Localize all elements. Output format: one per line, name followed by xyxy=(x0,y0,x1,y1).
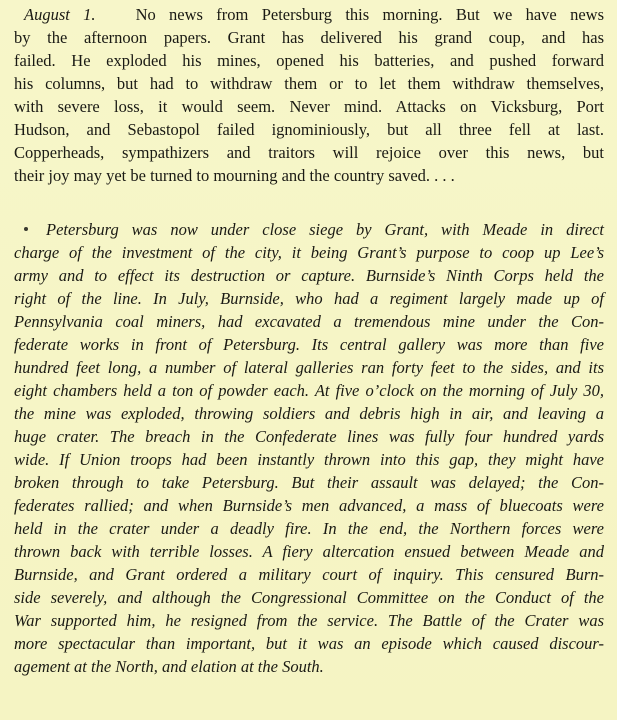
commentary-line: wide. If Union troops had been instantly thrown into this gap, they might have xyxy=(14,450,604,469)
entry-line: his columns, but had to withdraw them or to let them withdraw themselves, xyxy=(14,74,604,93)
commentary-line: broken through to take Petersburg. But their assault was delayed; the Con- xyxy=(14,473,604,492)
commentary-line: more spectacular than important, but it was an episode which caused discour- xyxy=(14,634,604,653)
commentary-line: thrown back with terrible losses. A fiery altercation ensued between Meade and xyxy=(14,542,604,561)
commentary-line: right of the line. In July, Burnside, who had a regiment largely made up of xyxy=(14,289,604,308)
entry-line-1-text: No news from Petersburg this morning. But we have news xyxy=(135,5,605,24)
entry-line: with severe loss, it would seem. Never mind. Attacks on Vicksburg, Port xyxy=(14,97,604,116)
commentary-line: held in the crater under a deadly fire. In the end, the Northern forces were xyxy=(14,519,604,538)
commentary-line: Pennsylvania coal miners, had excavated a tremendous mine under the Con- xyxy=(14,312,604,331)
commentary-line: federate works in front of Petersburg. Its central gallery was more than five xyxy=(14,335,604,354)
commentary-line: hundred feet long, a number of lateral galleries ran forty feet to the sides, and its xyxy=(14,358,604,377)
commentary-line: the mine was exploded, throwing soldiers and debris high in air, and leaving a xyxy=(14,404,604,423)
commentary-line: federates rallied; and when Burnside’s men advanced, a mass of bluecoats were xyxy=(14,496,604,515)
commentary-line: War supported him, he resigned from the service. The Battle of the Crater was xyxy=(14,611,604,630)
entry-line: failed. He exploded his mines, opened his batteries, and pushed forward xyxy=(14,51,604,70)
commentary-line: Petersburg was now under close siege by Grant, with Meade in direct xyxy=(46,220,604,239)
entry-date: August 1. xyxy=(24,5,96,24)
entry-line: their joy may yet be turned to mourning and the country saved. . . . xyxy=(14,166,455,185)
commentary-line: side severely, and although the Congressional Committee on the Conduct of the xyxy=(14,588,604,607)
entry-line: Copperheads, sympathizers and traitors will rejoice over this news, but xyxy=(14,143,604,162)
entry-line-1 xyxy=(24,4,604,26)
commentary-line: charge of the investment of the city, it being Grant’s purpose to coop up Lee’s xyxy=(14,243,604,262)
commentary-line: army and to effect its destruction or capture. Burnside’s Ninth Corps held the xyxy=(14,266,604,285)
commentary-line: eight chambers held a ton of powder each. At five o’clock on the morning of July 30, xyxy=(14,381,604,400)
entry-line: Hudson, and Sebastopol failed ignominiously, but all three fell at last. xyxy=(14,120,604,139)
entry-line: by the afternoon papers. Grant has delivered his grand coup, and has xyxy=(14,28,604,47)
commentary-line: Burnside, and Grant ordered a military court of inquiry. This censured Burn- xyxy=(14,565,604,584)
commentary-line: agement at the North, and elation at the South. xyxy=(14,657,324,676)
commentary-line: huge crater. The breach in the Confederate lines was fully four hundred yards xyxy=(14,427,604,446)
stray-mark xyxy=(24,227,28,231)
